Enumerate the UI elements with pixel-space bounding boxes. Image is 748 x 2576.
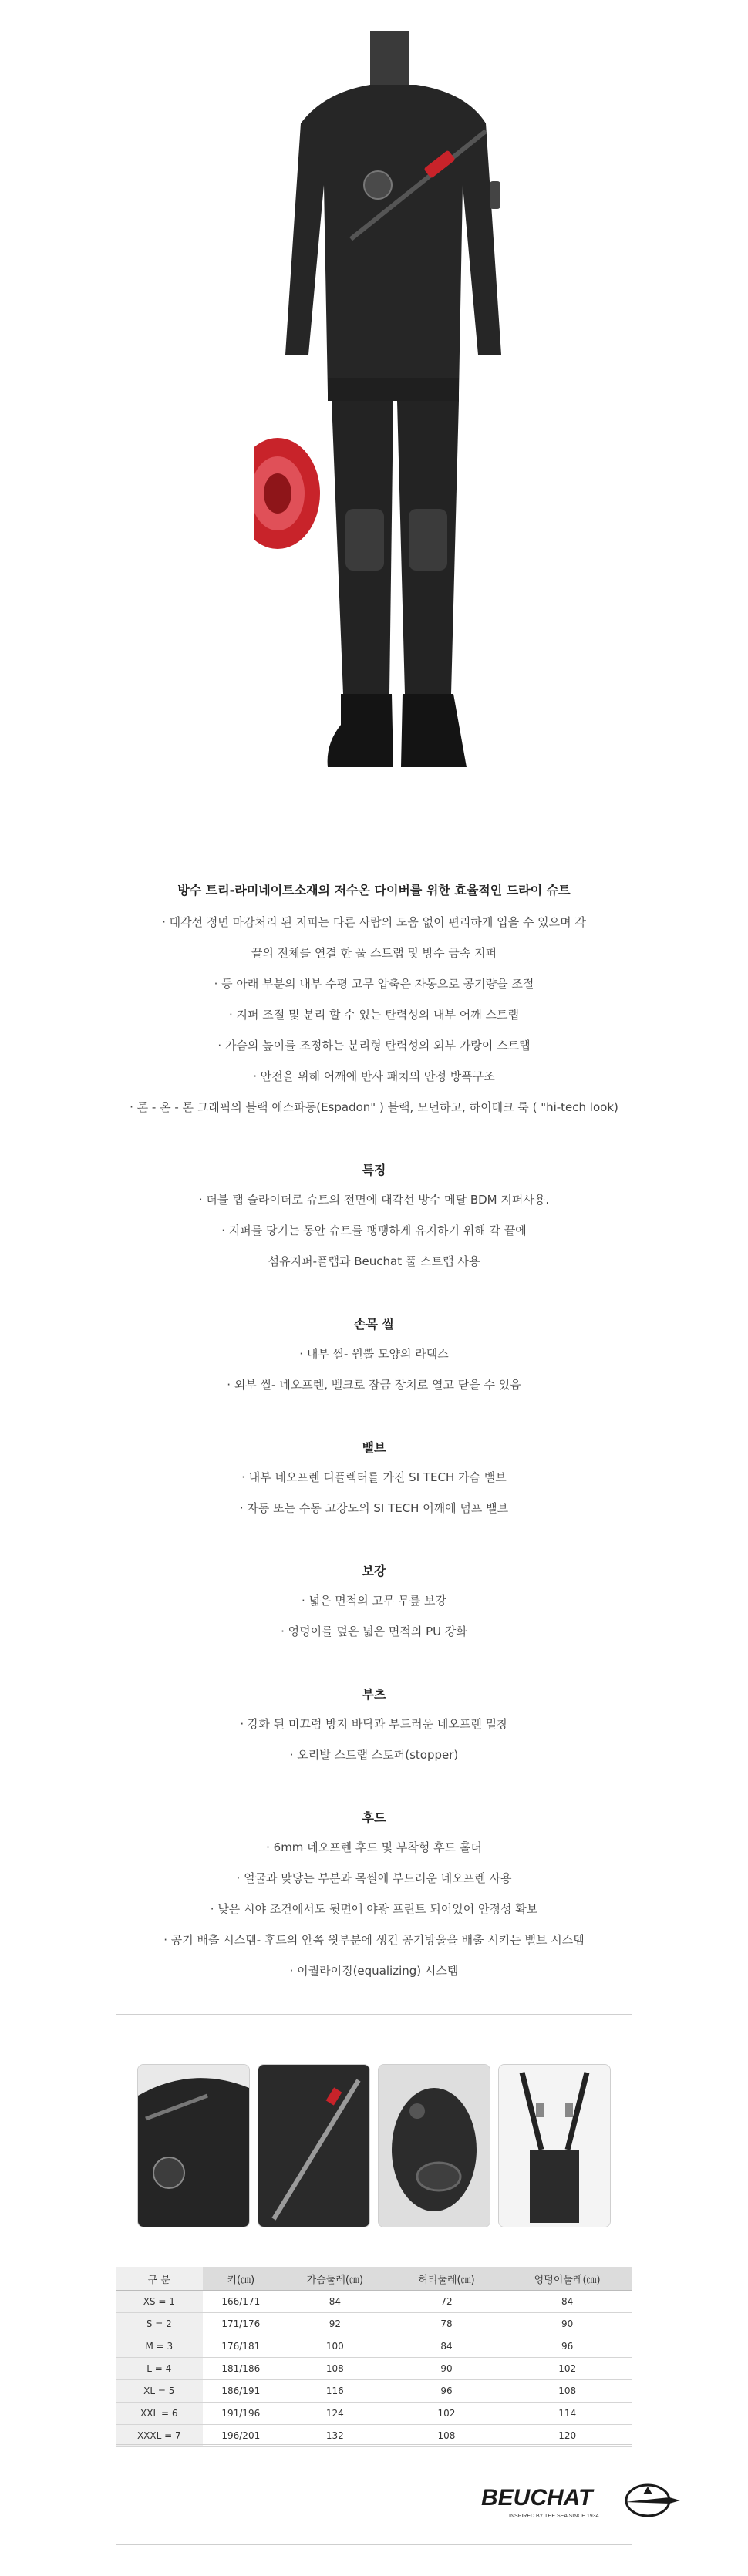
- intro-line: 끝의 전체를 연결 한 풀 스트랩 및 방수 금속 지퍼: [251, 946, 497, 960]
- table-row: [116, 2335, 632, 2358]
- reinforcement-line: · 넓은 면적의 고무 무릎 보강: [302, 1594, 446, 1608]
- beuchat-logo: [478, 2479, 682, 2525]
- height-cell: 176/181: [203, 2335, 279, 2358]
- waist-cell: 78: [391, 2313, 503, 2335]
- waist-cell: 84: [391, 2335, 503, 2358]
- section-title-hood: 후드: [362, 1810, 386, 1825]
- height-cell: 186/191: [203, 2380, 279, 2403]
- divider-middle: [116, 2014, 632, 2015]
- hip-cell: 84: [502, 2291, 632, 2313]
- wrist-seals-line: · 내부 씰- 원뿔 모양의 라텍스: [299, 1347, 449, 1361]
- table-row: [116, 2313, 632, 2335]
- size-cell: XS = 1: [116, 2291, 203, 2313]
- chest-cell: 92: [279, 2313, 391, 2335]
- chest-cell: 132: [279, 2425, 391, 2447]
- intro-line: · 톤 - 온 - 톤 그래픽의 블랙 에스파동(Espadon" ) 블랙, 모던하고, 하이테크 룩 ( "hi-tech look): [130, 1100, 618, 1114]
- intro-line: · 대각선 정면 마감처리 된 지퍼는 다른 사람의 도움 없이 편리하게 입을 수 있으며 각: [162, 915, 586, 929]
- hip-header: 엉덩이둘레(㎝): [502, 2267, 632, 2291]
- valves-line: · 내부 네오프렌 디플렉터를 가진 SI TECH 가슴 밸브: [241, 1470, 507, 1484]
- valves-line: · 자동 또는 수동 고강도의 SI TECH 어깨에 덤프 밸브: [239, 1501, 509, 1515]
- size-table-header-row: [116, 2267, 632, 2291]
- section-title-reinforcement: 보강: [362, 1564, 386, 1578]
- features-line: · 지퍼를 당기는 동안 슈트를 팽팽하게 유지하기 위해 각 끝에: [221, 1224, 527, 1237]
- brand-tagline: INSPIRED BY THE SEA SINCE 1934: [509, 2514, 599, 2519]
- section-title-boots: 부츠: [362, 1687, 386, 1702]
- hip-cell: 120: [502, 2425, 632, 2447]
- hip-cell: 114: [502, 2403, 632, 2425]
- height-cell: 191/196: [203, 2403, 279, 2425]
- table-row: [116, 2291, 632, 2313]
- drysuit-product-image: [254, 31, 532, 802]
- size-cell: L = 4: [116, 2358, 203, 2380]
- detail-photo-suspenders: [498, 2064, 611, 2227]
- waist-cell: 102: [391, 2403, 503, 2425]
- waist-cell: 108: [391, 2425, 503, 2447]
- hood-line: · 얼굴과 맞닿는 부분과 목씰에 부드러운 네오프렌 사용: [236, 1871, 512, 1885]
- intro-title: 방수 트리-라미네이트소재의 저수온 다이버를 위한 효율적인 드라이 슈트: [177, 883, 571, 897]
- chest-cell: 100: [279, 2335, 391, 2358]
- size-chart-table: [116, 2267, 632, 2447]
- height-cell: 181/186: [203, 2358, 279, 2380]
- intro-line: · 가슴의 높이를 조정하는 분리형 탄력성의 외부 가랑이 스트랩: [217, 1039, 531, 1052]
- hip-cell: 102: [502, 2358, 632, 2380]
- swordfish-icon: [625, 2485, 680, 2516]
- section-title-wrist-seals: 손목 씰: [354, 1317, 394, 1332]
- wrist-seals-line: · 외부 씰- 네오프렌, 벨크로 잠금 장치로 열고 닫을 수 있음: [227, 1378, 521, 1392]
- chest-cell: 84: [279, 2291, 391, 2313]
- intro-line: · 지퍼 조절 및 분리 할 수 있는 탄력성의 내부 어깨 스트랩: [229, 1008, 519, 1022]
- brand-name: BEUCHAT: [481, 2485, 593, 2510]
- detail-photo-wrist-seal: [378, 2064, 490, 2227]
- size-cell: M = 3: [116, 2335, 203, 2358]
- hood-line: · 이퀄라이징(equalizing) 시스템: [289, 1964, 459, 1978]
- height-header: 키(㎝): [203, 2267, 279, 2291]
- waist-cell: 90: [391, 2358, 503, 2380]
- intro-line: · 안전을 위해 어깨에 반사 패치의 안정 방폭구조: [253, 1069, 495, 1083]
- hood-line: · 공기 배출 시스템- 후드의 안쪽 윗부분에 생긴 공기방울을 배출 시키는 밸브 시스템: [163, 1933, 585, 1947]
- intro-line: · 등 아래 부분의 내부 수평 고무 압축은 자동으로 공기량을 조절: [214, 977, 534, 991]
- size-cell: XXL = 6: [116, 2403, 203, 2425]
- waist-cell: 96: [391, 2380, 503, 2403]
- size-cell: S = 2: [116, 2313, 203, 2335]
- chest-cell: 124: [279, 2403, 391, 2425]
- features-line: 섬유지퍼-플랩과 Beuchat 풀 스트랩 사용: [268, 1254, 480, 1268]
- detail-photo-chest-valve: [137, 2064, 250, 2227]
- features-line: · 더블 탭 슬라이더로 슈트의 전면에 대각선 방수 메탈 BDM 지퍼사용.: [198, 1193, 550, 1207]
- table-row: [116, 2403, 632, 2425]
- divider-bottom: [116, 2444, 632, 2445]
- height-cell: 196/201: [203, 2425, 279, 2447]
- hip-cell: 108: [502, 2380, 632, 2403]
- divider-footer: [116, 2544, 632, 2545]
- size-cell: XXXL = 7: [116, 2425, 203, 2447]
- boots-line: · 오리발 스트랩 스토퍼(stopper): [289, 1748, 459, 1762]
- hood-line: · 낮은 시야 조건에서도 뒷면에 야광 프린트 되어있어 안정성 확보: [210, 1902, 538, 1916]
- waist-header: 허리둘레(㎝): [391, 2267, 503, 2291]
- hip-cell: 90: [502, 2313, 632, 2335]
- height-cell: 166/171: [203, 2291, 279, 2313]
- boots-line: · 강화 된 미끄럼 방지 바닥과 부드러운 네오프렌 밑창: [240, 1717, 508, 1731]
- section-title-valves: 밸브: [362, 1440, 386, 1455]
- chest-header: 가슴둘레(㎝): [279, 2267, 391, 2291]
- hood-line: · 6mm 네오프렌 후드 및 부착형 후드 홀더: [266, 1840, 482, 1854]
- size-header-label: 구 분: [116, 2267, 203, 2291]
- reinforcement-line: · 엉덩이를 덮은 넓은 면적의 PU 강화: [281, 1625, 467, 1638]
- chest-cell: 116: [279, 2380, 391, 2403]
- detail-photo-zipper: [258, 2064, 370, 2227]
- size-cell: XL = 5: [116, 2380, 203, 2403]
- section-title-features: 특징: [362, 1163, 386, 1177]
- waist-cell: 72: [391, 2291, 503, 2313]
- hip-cell: 96: [502, 2335, 632, 2358]
- table-row: [116, 2380, 632, 2403]
- chest-cell: 108: [279, 2358, 391, 2380]
- height-cell: 171/176: [203, 2313, 279, 2335]
- table-row: [116, 2358, 632, 2380]
